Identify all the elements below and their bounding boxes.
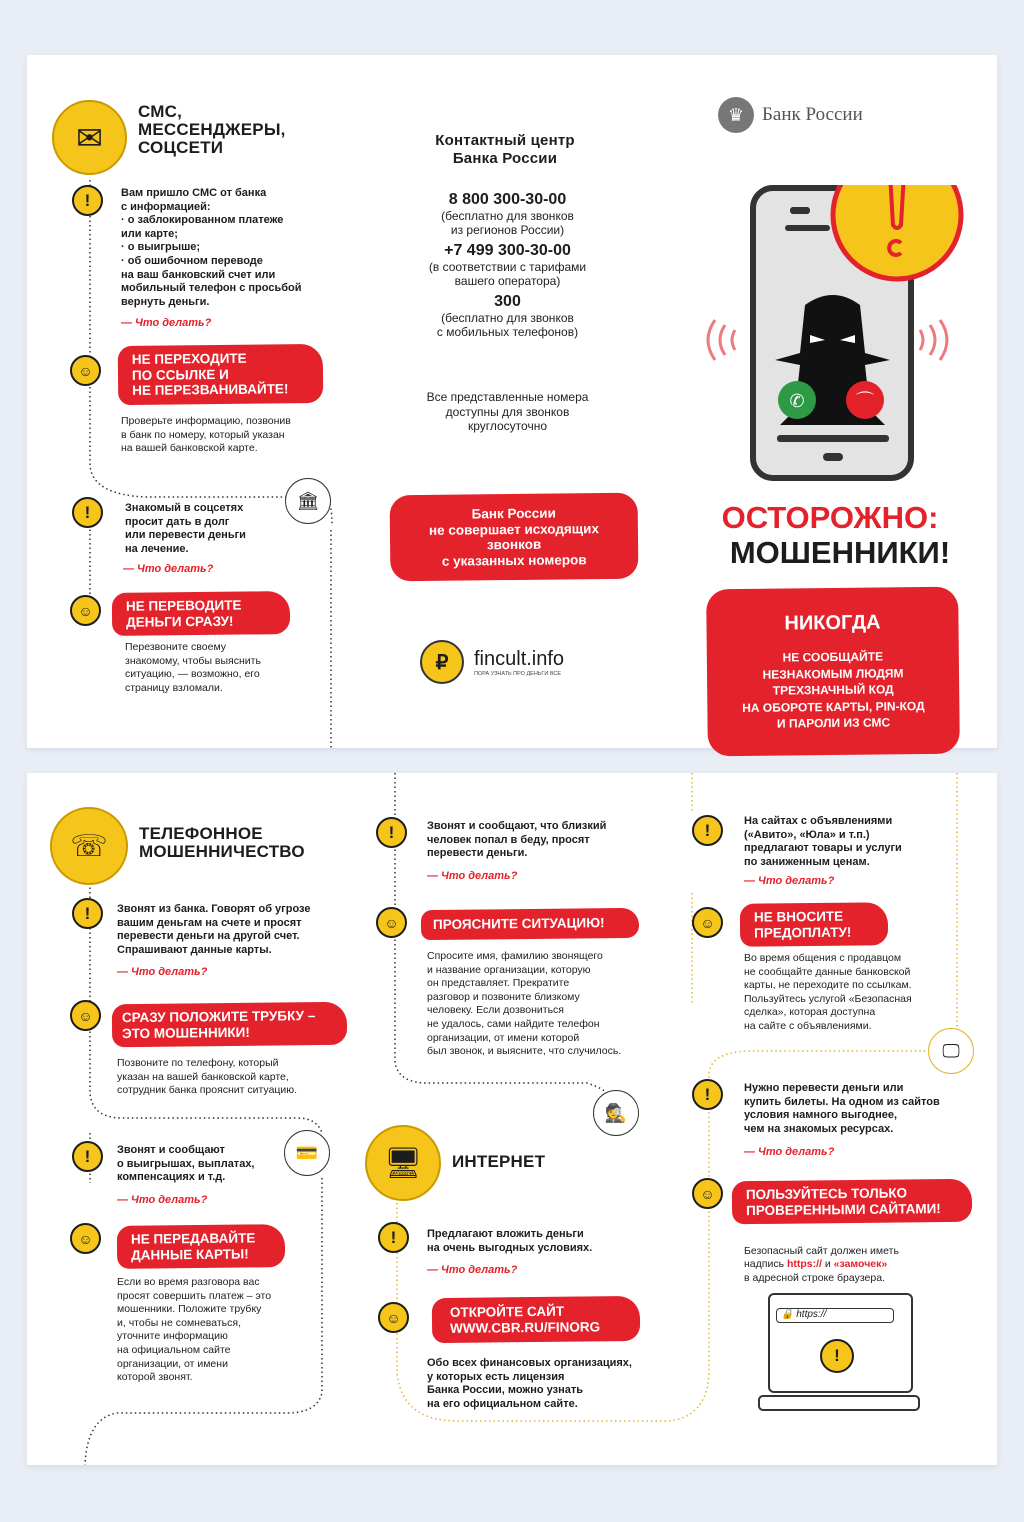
never-share-banner [706,587,960,757]
action-banner: ПОЛЬЗУЙТЕСЬ ТОЛЬКО ПРОВЕРЕННЫМИ САЙТАМИ! [732,1179,972,1225]
phone-number[interactable]: +7 499 300-30-00 [444,242,571,259]
what-to-do-label: — Что делать? [744,875,835,887]
no-outgoing-calls-banner: Банк России не совершает исходящих звонков с указанных номеров [390,493,639,582]
advice-text: Если во время разговора вас просят совершить платеж – это мошенники. Положите трубку и, чтобы не сомневаться, уточните информацию на официальном сайте организации, от имени которой звонят. [117,1276,272,1384]
section-title-phone: ТЕЛЕФОННОЕ МОШЕННИЧЕСТВО [139,824,305,861]
what-to-do-label: — Что делать? [117,966,208,978]
lock-highlight: «замочек» [833,1258,888,1271]
advice-text: Во время общения с продавцом не сообщайте данные банковской карты, не переходите по ссылкам. Пользуйтесь услугой «Безопасная сделка», которая доступна на сайте с объявлениями. [744,952,912,1032]
spy-icon: 🕵 [593,1090,639,1136]
svg-text:⌒: ⌒ [856,391,874,411]
person-icon: ☺ [70,1223,101,1254]
what-to-do-label: — Что делать? [123,563,214,575]
headline-caution: ОСТОРОЖНО: [721,500,939,535]
advice-part: Безопасный сайт должен иметь надпись [744,1244,899,1271]
warning-icon: ! [820,1339,854,1373]
address-bar-text: https:// [796,1309,827,1320]
availability-note: Все представленные номера доступны для звонков круглосуточно [426,390,589,433]
person-icon: ☺ [70,595,101,626]
laptop-illustration [758,1293,923,1413]
fincult-name: fincult.info [474,647,565,670]
warning-icon: ! [692,815,723,846]
situation-text: На сайтах с объявлениями («Авито», «Юла» и т.п.) предлагают товары и услуги по заниженным ценам. [744,815,902,868]
warning-icon: ! [376,817,407,848]
person-icon: ☺ [692,907,723,938]
svg-text:✆: ✆ [789,391,805,411]
what-to-do-label: — Что делать? [427,1264,518,1276]
phone-number[interactable]: 300 [494,293,521,310]
warning-icon: ! [692,1079,723,1110]
action-banner: ОТКРОЙТЕ САЙТ WWW.CBR.RU/FINORG [432,1296,640,1343]
phone-list [395,191,620,339]
person-icon: ☺ [70,1000,101,1031]
https-highlight: https:// [786,1258,822,1271]
warning-icon: ! [72,898,103,929]
person-icon: ☺ [378,1302,409,1333]
ruble-coin-icon: ₽ [420,640,464,684]
advice-text: Перезвоните своему знакомому, чтобы выяснить ситуацию, — возможно, его страницу взломали. [125,641,261,694]
what-to-do-label: — Что делать? [427,870,518,882]
hooked-card-icon: 💳 [284,1130,330,1176]
action-banner: СРАЗУ ПОЛОЖИТЕ ТРУБКУ – ЭТО МОШЕННИКИ! [112,1002,347,1047]
website-warning-icon: 🖵 [928,1028,974,1074]
advice-text: Позвоните по телефону, который указан на вашей банковской карте, сотрудник банка прояснит ситуацию. [117,1057,298,1097]
never-text: НЕ СООБЩАЙТЕ НЕЗНАКОМЫМ ЛЮДЯМ ТРЕХЗНАЧНЫЙ КОД НА ОБОРОТЕ КАРТЫ, PIN-КОД И ПАРОЛИ ИЗ СМС [742,649,925,731]
action-banner: НЕ ПЕРЕХОДИТЕ ПО ССЫЛКЕ И НЕ ПЕРЕЗВАНИВАЙТЕ! [118,344,324,405]
scam-phone-illustration [705,185,965,485]
bank-of-russia-logo [718,97,863,133]
what-to-do-label: — Что делать? [744,1146,835,1158]
brand-name: Банк России [762,104,863,125]
envelope-hook-icon: ✉ [52,100,127,175]
what-to-do-label: — Что делать? [117,1194,208,1206]
situation-text: Предлагают вложить деньги на очень выгодных условиях. [427,1228,593,1254]
headline [695,500,965,570]
advice-part: и [821,1258,834,1271]
warning-icon: ! [72,497,103,528]
section-title-sms: СМС, МЕССЕНДЖЕРЫ, СОЦСЕТИ [138,102,286,157]
advice-text: Спросите имя, фамилию звонящего и название организации, которую он представляет. Прекратите разговор и позвоните близкому человеку. Если дозвониться не удалось, сами найдите телефон организации, от имени которой был звонок, и выясните, что случилось. [427,950,622,1058]
section-title-internet: ИНТЕРНЕТ [452,1152,546,1171]
advice-text [744,1231,899,1285]
bank-building-icon: 🏛 [285,478,331,524]
phone-note: (бесплатно для звонков с мобильных телефонов) [436,311,579,339]
phone-number[interactable]: 8 800 300-30-00 [448,191,567,208]
situation-text: Знакомый в соцсетях просит дать в долг или перевести деньги на лечение. [125,502,246,555]
action-banner: НЕ ВНОСИТЕ ПРЕДОПЛАТУ! [740,902,888,947]
fincult-tagline: ПОРА УЗНАТЬ ПРО ДЕНЬГИ ВСЕ [474,670,561,677]
phone-note: (в соответствии с тарифами вашего оператора) [428,260,587,288]
warning-icon: ! [378,1222,409,1253]
action-banner: ПРОЯСНИТЕ СИТУАЦИЮ! [421,908,639,940]
phone-note: (бесплатно для звонков из регионов России) [441,209,574,237]
address-bar: 🔒 https:// [776,1308,894,1323]
action-banner: НЕ ПЕРЕВОДИТЕ ДЕНЬГИ СРАЗУ! [112,591,290,636]
situation-text: Нужно перевести деньги или купить билеты. На одном из сайтов условия намного выгоднее, чем на знакомых ресурсах. [744,1082,940,1135]
person-icon: ☺ [376,907,407,938]
situation-text: Звонят и сообщают о выигрышах, выплатах, компенсациях и т.д. [117,1144,255,1184]
situation-text: Вам пришло СМС от банка с информацией: · о заблокированном платеже или карте; · о выигрыше; · об ошибочном переводе на ваш банковский счет или мобильный телефон с просьбой вернуть деньги. [121,187,302,308]
advice-text: Обо всех финансовых организациях, у которых есть лицензия Банка России, можно узнать на его официальном сайте. [427,1357,632,1410]
warning-icon: ! [72,185,103,216]
situation-text: Звонят из банка. Говорят об угрозе вашим деньгам на счете и просят перевести деньги на другой счет. Спрашивают данные карты. [117,903,311,956]
situation-text: Звонят и сообщают, что близкий человек попал в беду, просят перевести деньги. [427,820,607,860]
never-label: НИКОГДА [784,611,881,635]
advice-text: Проверьте информацию, позвонив в банк по номеру, который указан на вашей банковской карте. [121,415,291,455]
what-to-do-label: — Что делать? [121,317,212,329]
person-icon: ☺ [692,1178,723,1209]
headline-scammers: МОШЕННИКИ! [729,535,951,570]
person-icon: ☺ [70,355,101,386]
fincult-logo[interactable] [420,640,564,684]
action-banner: НЕ ПЕРЕДАВАЙТЕ ДАННЫЕ КАРТЫ! [117,1224,285,1269]
advice-part: в адресной строке браузера. [744,1271,885,1284]
phone-call-icon: ☏ [50,807,128,885]
warning-icon: ! [72,1141,103,1172]
contact-center-title: Контактный центр Банка России [435,132,575,167]
computer-warning-icon: 🖥 [365,1125,441,1201]
eagle-emblem-icon: ♛ [718,97,754,133]
